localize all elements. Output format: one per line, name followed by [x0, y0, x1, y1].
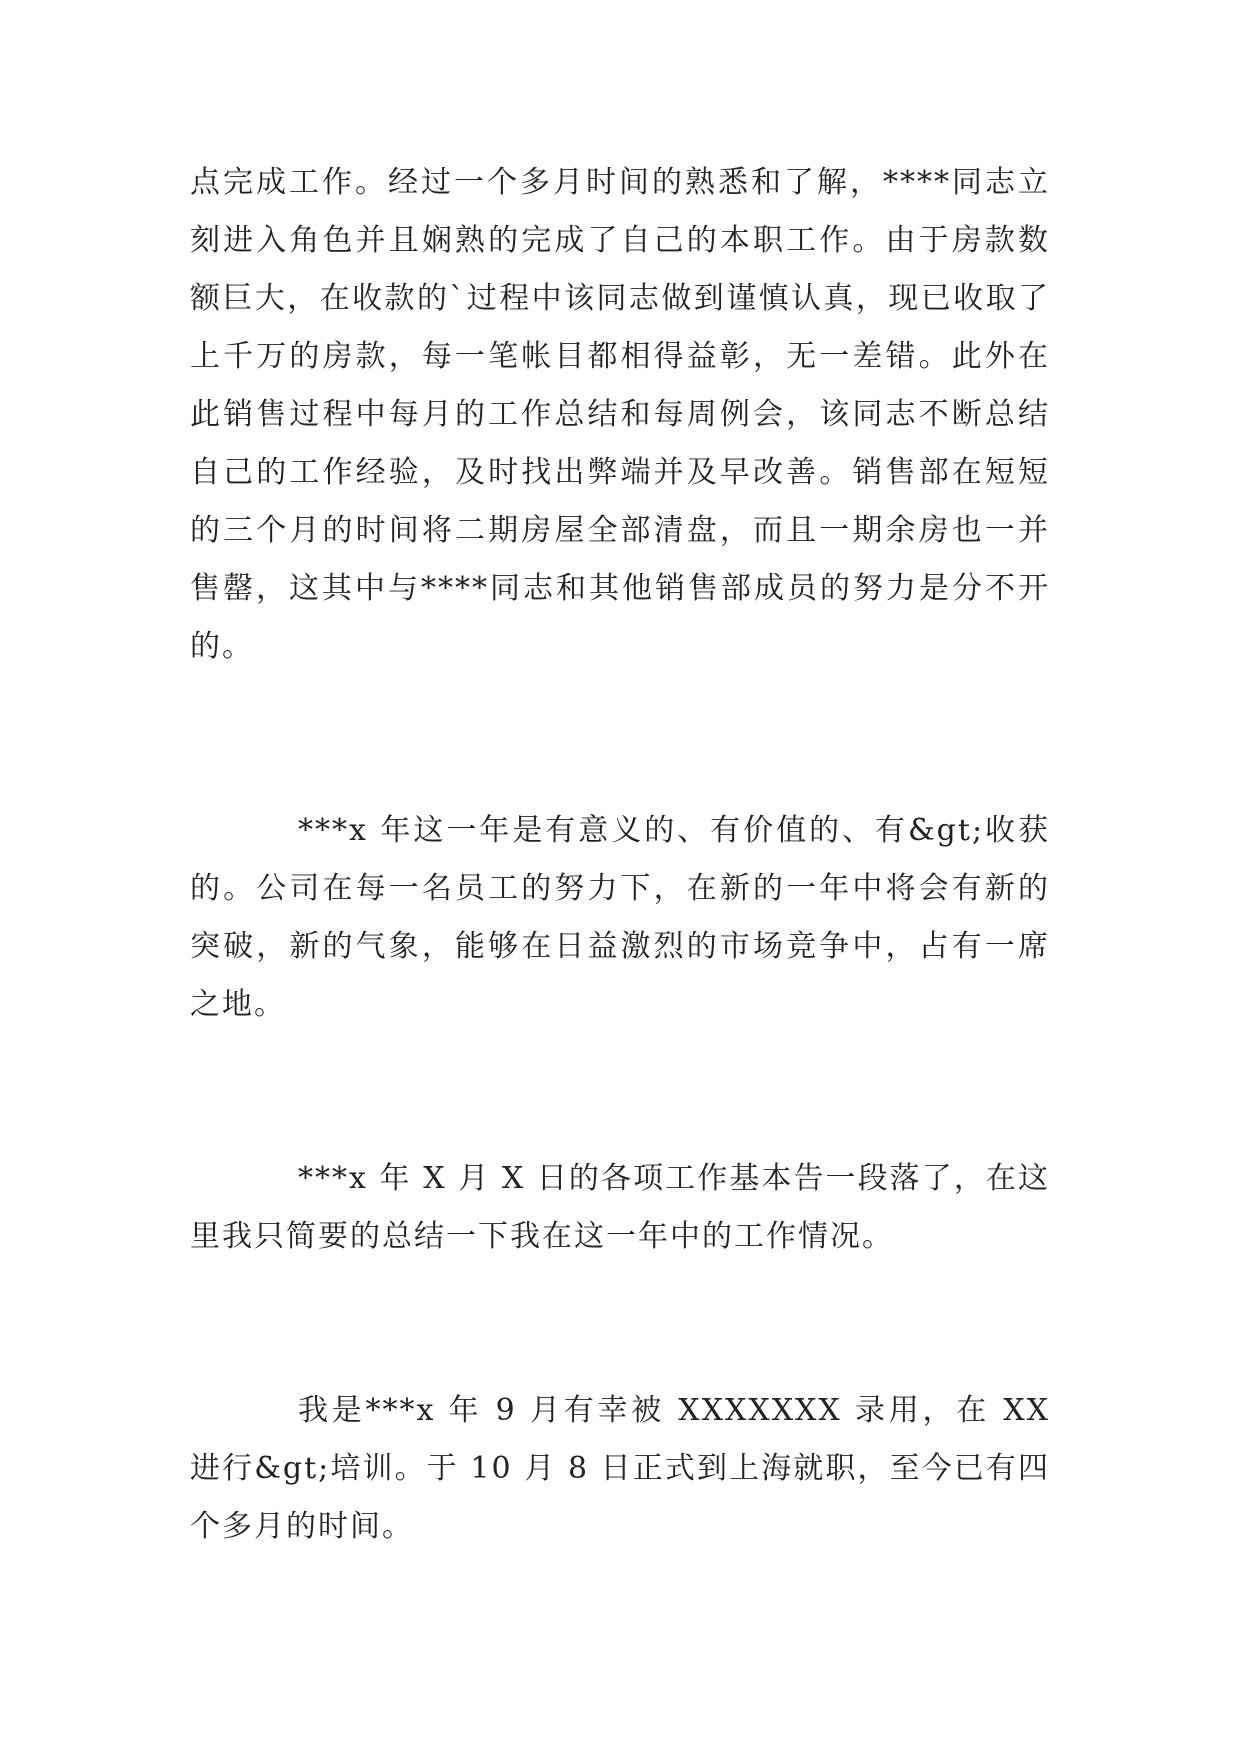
paragraph-employment-start: 我是***x 年 9 月有幸被 XXXXXXX 录用，在 XX 进行&gt;培训。于 10 月 8 日正式到上海就职，至今已有四个多月的时间。 — [190, 1393, 1050, 1544]
paragraph-work-overview: ***x 年 X 月 X 日的各项工作基本告一段落了，在这里我只简要的总结一下我在这一年中的工作情况。 — [190, 1161, 1050, 1254]
paragraph-sales-work: 点完成工作。经过一个多月时间的熟悉和了解，****同志立刻进入角色并且娴熟的完成了自己的本职工作。由于房款数额巨大，在收款的`过程中该同志做到谨慎认真，现已收取了上千万的房款，每一笔帐目都相得益彰，无一差错。此外在此销售过程中每月的工作总结和每周例会，该同志不断总结自己的工作经验，及时找出弊端并及早改善。销售部在短短的三个月的时间将二期房屋全部清盘，而且一期余房也一并售罄，这其中与****同志和其他销售部成员的努力是分不开的。 — [190, 165, 1050, 664]
paragraph-year-summary: ***x 年这一年是有意义的、有价值的、有&gt;收获的。公司在每一名员工的努力下，在新的一年中将会有新的突破，新的气象，能够在日益激烈的市场竞争中，占有一席之地。 — [190, 813, 1050, 1022]
